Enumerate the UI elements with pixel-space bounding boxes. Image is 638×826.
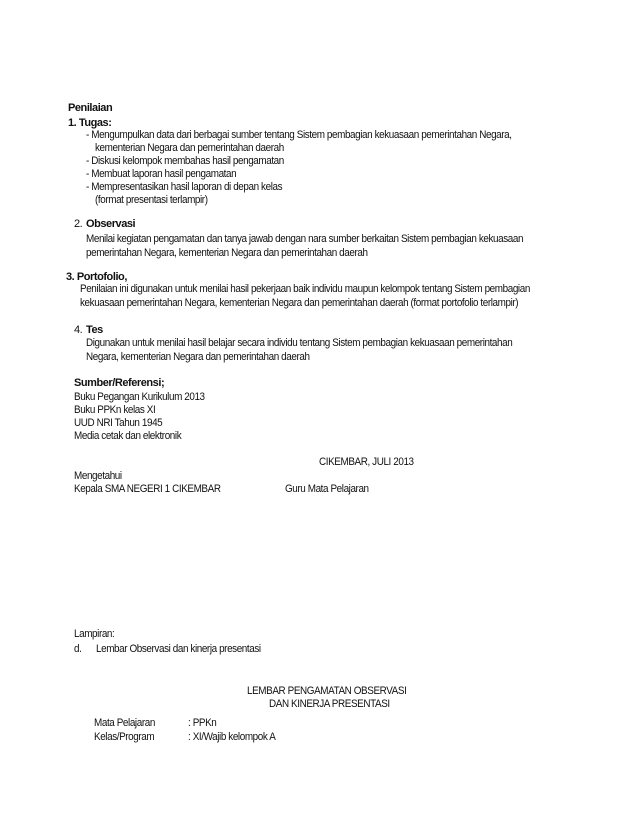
portofolio-line-1: Penilaian ini digunakan untuk menilai hasil pekerjaan baik individu maupun kelompok tentang Sistem pembagian xyxy=(80,283,530,295)
observasi-line-2: pemerintahan Negara, kementerian Negara dan pemerintahan daerah xyxy=(86,247,368,259)
sumber-item-4: Media cetak dan elektronik xyxy=(74,430,182,442)
lembar-title-line-1: LEMBAR PENGAMATAN OBSERVASI xyxy=(247,685,407,697)
tugas-item-3: - Membuat laporan hasil pengamatan xyxy=(86,168,237,180)
tugas-item-4-note: (format presentasi terlampir) xyxy=(95,194,208,206)
mata-pelajaran-value: : PPKn xyxy=(188,717,217,729)
penilaian-heading: Penilaian xyxy=(68,102,113,114)
lampiran-heading: Lampiran: xyxy=(74,628,115,640)
portofolio-line-2: kekuasaan pemerintahan Negara, kementerian Negara dan pemerintahan daerah (format portofolio terlampir) xyxy=(80,297,519,309)
tugas-item-1: - Mengumpulkan data dari berbagai sumber tentang Sistem pembagian kekuasaan pemerintahan Negara, xyxy=(86,129,512,141)
kelas-program-label: Kelas/Program xyxy=(94,731,155,743)
lampiran-item-marker: d. xyxy=(74,643,82,655)
tes-line-1: Digunakan untuk menilai hasil belajar secara individu tentang Sistem pembagian kekuasaan pemerintahan xyxy=(86,337,513,349)
guru-label: Guru Mata Pelajaran xyxy=(285,483,369,495)
tes-title: Tes xyxy=(86,324,103,336)
portofolio-title: 3. Portofolio, xyxy=(66,271,127,283)
tes-line-2: Negara, kementerian Negara dan pemerintahan daerah xyxy=(86,351,310,363)
observasi-title: Observasi xyxy=(86,218,136,230)
sumber-item-3: UUD NRI Tahun 1945 xyxy=(74,417,163,429)
lampiran-item-text: Lembar Observasi dan kinerja presentasi xyxy=(96,643,261,655)
mengetahui-label: Mengetahui xyxy=(74,470,122,482)
lembar-title-line-2: DAN KINERJA PRESENTASI xyxy=(269,698,390,710)
kepala-sekolah-label: Kepala SMA NEGERI 1 CIKEMBAR xyxy=(74,483,221,495)
tugas-item-1-cont: kementerian Negara dan pemerintahan daerah xyxy=(95,142,284,154)
tes-number: 4. xyxy=(74,324,83,336)
sumber-item-1: Buku Pegangan Kurikulum 2013 xyxy=(74,391,205,403)
place-date: CIKEMBAR, JULI 2013 xyxy=(319,456,414,468)
sumber-heading: Sumber/Referensi; xyxy=(74,377,165,389)
sumber-item-2: Buku PPKn kelas XI xyxy=(74,404,156,416)
tugas-title: 1. Tugas: xyxy=(68,117,112,129)
mata-pelajaran-label: Mata Pelajaran xyxy=(94,717,155,729)
tugas-item-4: - Mempresentasikan hasil laporan di depan kelas xyxy=(86,181,283,193)
observasi-line-1: Menilai kegiatan pengamatan dan tanya jawab dengan nara sumber berkaitan Sistem pembagian kekuasaan xyxy=(86,233,524,245)
observasi-number: 2. xyxy=(74,218,83,230)
tugas-item-2: - Diskusi kelompok membahas hasil pengamatan xyxy=(86,155,284,167)
kelas-program-value: : XI/Wajib kelompok A xyxy=(188,731,276,743)
